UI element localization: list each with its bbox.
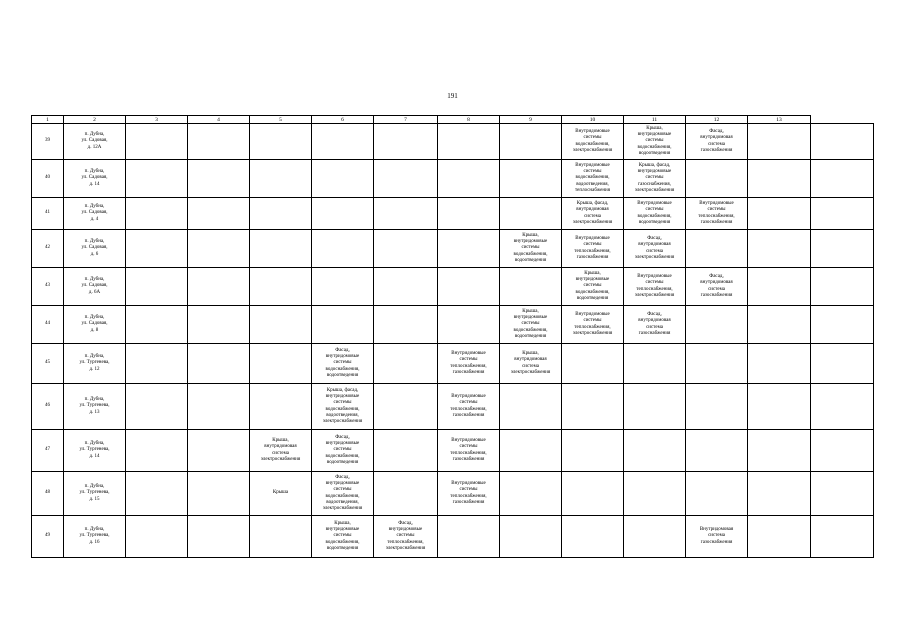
column-header: 11	[624, 116, 686, 124]
cell-text: Фасад, внутридомовые системы теплоснабжения, электроснабжения	[385, 521, 426, 551]
column-header: 7	[374, 116, 438, 124]
row-number: 48	[32, 472, 64, 516]
table-cell	[562, 472, 624, 516]
table-cell	[374, 430, 438, 472]
table-cell	[811, 344, 874, 384]
table-cell	[312, 306, 374, 344]
column-header: 10	[562, 116, 624, 124]
table-cell	[126, 268, 188, 306]
table-cell	[374, 306, 438, 344]
table-cell	[811, 124, 874, 160]
table-cell	[188, 230, 250, 268]
table-cell	[312, 160, 374, 198]
table-cell	[562, 268, 624, 306]
table-cell	[312, 516, 374, 558]
table-row	[32, 124, 874, 160]
table-cell	[126, 430, 188, 472]
table-cell	[126, 306, 188, 344]
cell-text: Крыша, внутридомовая система электроснабжения	[260, 438, 301, 462]
table-cell	[438, 344, 500, 384]
table-body	[32, 124, 874, 558]
table-cell	[562, 230, 624, 268]
address-text: п. Дубна, ул. Тургенева, д. 14	[79, 441, 110, 459]
table-cell	[500, 384, 562, 430]
table-cell	[748, 268, 811, 306]
table-row	[32, 306, 874, 344]
table-cell	[624, 268, 686, 306]
address-cell	[64, 268, 126, 306]
table-cell	[188, 430, 250, 472]
cell-text: Крыша, фасад, внутридомовые системы газоснабжения, электроснабжения	[634, 163, 675, 193]
table-cell	[748, 344, 811, 384]
cell-text: Фасад, внутридомовая система газоснабжения	[700, 129, 733, 153]
table-cell	[126, 384, 188, 430]
table-cell	[811, 230, 874, 268]
table-cell	[374, 198, 438, 230]
table-cell	[748, 306, 811, 344]
row-number: 47	[32, 430, 64, 472]
cell-text: Фасад, внутридомовые системы водоснабжения, водоотведения	[325, 348, 360, 378]
table-cell	[312, 344, 374, 384]
table-cell	[624, 472, 686, 516]
table-cell	[624, 124, 686, 160]
table-cell	[126, 230, 188, 268]
table-cell	[188, 198, 250, 230]
table-cell	[126, 472, 188, 516]
table-cell	[500, 268, 562, 306]
table-cell	[562, 198, 624, 230]
table-cell	[312, 430, 374, 472]
address-text: п. Дубна, ул. Тургенева, д. 15	[79, 484, 110, 502]
table-cell	[374, 384, 438, 430]
cell-text: Внутридомовая система газоснабжения	[699, 527, 734, 545]
table-cell	[250, 124, 312, 160]
table-cell	[438, 430, 500, 472]
table-cell	[374, 472, 438, 516]
cell-text: Крыша, внутридомовые системы водоснабжения, водоотведения	[637, 126, 672, 156]
table-cell	[250, 160, 312, 198]
table-row	[32, 344, 874, 384]
cell-text: Внутридомовые системы теплоснабжения, электроснабжения	[572, 312, 613, 336]
table-cell	[624, 516, 686, 558]
address-text: п. Дубна, ул. Садовая, д. 6А	[81, 277, 108, 295]
cell-text: Крыша, внутридомовые системы водоснабжения, водоотведения	[513, 233, 548, 263]
column-header: 12	[686, 116, 748, 124]
cell-text: Фасад, внутридомовые системы водоснабжения, водоотведения, электроснабжения	[322, 475, 363, 511]
address-cell	[64, 516, 126, 558]
address-cell	[64, 230, 126, 268]
table-row	[32, 472, 874, 516]
cell-text: Внутридомовые системы водоснабжения, электроснабжения	[572, 129, 613, 153]
cell-text: Крыша, фасад, внутридомовые системы водоснабжения, водоотведения, электроснабжения	[322, 388, 363, 424]
cell-text: Фасад, внутридомовая система электроснабжения	[634, 236, 675, 260]
table-cell	[748, 160, 811, 198]
address-cell	[64, 124, 126, 160]
cell-text: Внутридомовые системы теплоснабжения, газоснабжения	[450, 351, 487, 375]
table-cell	[188, 472, 250, 516]
table-cell	[312, 472, 374, 516]
row-number: 39	[32, 124, 64, 160]
column-header: 3	[126, 116, 188, 124]
table-cell	[312, 384, 374, 430]
table-cell	[624, 306, 686, 344]
address-cell	[64, 472, 126, 516]
row-number: 44	[32, 306, 64, 344]
table-cell	[500, 198, 562, 230]
table-cell	[250, 472, 312, 516]
column-header: 6	[312, 116, 374, 124]
table-cell	[126, 124, 188, 160]
table-cell	[562, 516, 624, 558]
table-cell	[811, 516, 874, 558]
table-cell	[500, 306, 562, 344]
cell-text: Крыша, внутридомовые системы водоснабжения, водоотведения	[575, 271, 610, 301]
cell-text: Фасад, внутридомовая система газоснабжения	[700, 274, 733, 298]
address-cell	[64, 160, 126, 198]
table-cell	[126, 344, 188, 384]
table-cell	[686, 384, 748, 430]
table-cell	[312, 268, 374, 306]
table-cell	[686, 230, 748, 268]
table-cell	[250, 344, 312, 384]
table-cell	[748, 230, 811, 268]
address-cell	[64, 384, 126, 430]
table-cell	[374, 268, 438, 306]
table-cell	[686, 516, 748, 558]
table-cell	[686, 124, 748, 160]
table-cell	[126, 198, 188, 230]
table-cell	[624, 384, 686, 430]
row-number: 41	[32, 198, 64, 230]
page-number: 191	[447, 92, 458, 100]
table-cell	[562, 160, 624, 198]
cell-text: Крыша, внутридомовые системы водоснабжения, водоотведения	[325, 521, 360, 551]
table-cell	[438, 472, 500, 516]
table-cell	[312, 230, 374, 268]
table-cell	[188, 516, 250, 558]
address-cell	[64, 344, 126, 384]
table-cell	[312, 198, 374, 230]
row-number: 43	[32, 268, 64, 306]
table-header-row	[32, 116, 874, 124]
address-text: п. Дубна, ул. Тургенева, д. 13	[79, 397, 110, 415]
table-cell	[188, 124, 250, 160]
table-row	[32, 516, 874, 558]
table-cell	[748, 198, 811, 230]
table-cell	[562, 384, 624, 430]
table-cell	[250, 198, 312, 230]
table-cell	[748, 516, 811, 558]
table-cell	[188, 384, 250, 430]
table-cell	[562, 344, 624, 384]
table-cell	[811, 384, 874, 430]
column-header: 9	[500, 116, 562, 124]
row-number: 49	[32, 516, 64, 558]
address-text: п. Дубна, ул. Садовая, д. 4	[81, 204, 108, 222]
table-cell	[748, 430, 811, 472]
table-cell	[624, 430, 686, 472]
cell-text: Внутридомовые системы теплоснабжения, газоснабжения	[450, 438, 487, 462]
table-cell	[500, 160, 562, 198]
table-cell	[686, 160, 748, 198]
address-text: п. Дубна, ул. Садовая, д. 14	[81, 169, 108, 187]
table-cell	[811, 268, 874, 306]
table-cell	[374, 516, 438, 558]
table-row	[32, 230, 874, 268]
table-cell	[748, 384, 811, 430]
address-cell	[64, 306, 126, 344]
table-cell	[188, 306, 250, 344]
table-cell	[500, 430, 562, 472]
table-cell	[624, 344, 686, 384]
table-cell	[748, 472, 811, 516]
table-cell	[624, 160, 686, 198]
table-row	[32, 430, 874, 472]
table-cell	[811, 472, 874, 516]
table-cell	[811, 198, 874, 230]
cell-text: Внутридомовые системы водоснабжения, водоотведения, теплоснабжения	[575, 163, 610, 193]
cell-text: Внутридомовые системы теплоснабжения, электроснабжения	[634, 274, 675, 298]
data-table	[31, 115, 874, 558]
column-header: 8	[438, 116, 500, 124]
column-header: 2	[64, 116, 126, 124]
table-cell	[188, 344, 250, 384]
table-row	[32, 268, 874, 306]
cell-text: Внутридомовые системы теплоснабжения, газоснабжения	[574, 236, 611, 260]
table-cell	[188, 268, 250, 306]
table-row	[32, 198, 874, 230]
column-header: 4	[188, 116, 250, 124]
column-header: 13	[748, 116, 811, 124]
table-cell	[686, 472, 748, 516]
column-header: 1	[32, 116, 64, 124]
row-number: 45	[32, 344, 64, 384]
table-cell	[500, 472, 562, 516]
table-cell	[250, 516, 312, 558]
table-cell	[438, 306, 500, 344]
table-cell	[500, 124, 562, 160]
table-cell	[250, 306, 312, 344]
table-cell	[748, 124, 811, 160]
address-text: п. Дубна, ул. Тургенева, д. 16	[79, 527, 110, 545]
address-text: п. Дубна, ул. Тургенева, д. 12	[79, 354, 110, 372]
cell-text: Крыша, фасад, внутридомовая система электроснабжения	[572, 201, 613, 225]
table-cell	[438, 230, 500, 268]
address-text: п. Дубна, ул. Садовая, д. 12А	[81, 132, 108, 150]
cell-text: Внутридомовые системы теплоснабжения, газоснабжения	[450, 481, 487, 505]
address-cell	[64, 198, 126, 230]
table-row	[32, 160, 874, 198]
table-cell	[438, 268, 500, 306]
table-cell	[438, 516, 500, 558]
cell-text: Крыша	[272, 490, 289, 496]
table-cell	[686, 430, 748, 472]
address-text: п. Дубна, ул. Садовая, д. 8	[81, 315, 108, 333]
table-cell	[686, 268, 748, 306]
table-cell	[438, 384, 500, 430]
table-cell	[686, 306, 748, 344]
table-cell	[562, 306, 624, 344]
cell-text: Внутридомовые системы теплоснабжения, газоснабжения	[450, 394, 487, 418]
table-cell	[374, 124, 438, 160]
table-cell	[686, 344, 748, 384]
table-cell	[624, 230, 686, 268]
cell-text: Фасад, внутридомовые системы водоснабжения, водоотведения	[325, 435, 360, 465]
table-cell	[811, 160, 874, 198]
table-cell	[811, 306, 874, 344]
table-cell	[126, 516, 188, 558]
table-cell	[438, 160, 500, 198]
table-cell	[250, 230, 312, 268]
address-cell	[64, 430, 126, 472]
row-number: 42	[32, 230, 64, 268]
table-row	[32, 384, 874, 430]
table-cell	[374, 160, 438, 198]
table-cell	[250, 268, 312, 306]
row-number: 46	[32, 384, 64, 430]
column-header: 5	[250, 116, 312, 124]
table-cell	[562, 124, 624, 160]
table-cell	[500, 344, 562, 384]
table-cell	[312, 124, 374, 160]
table-cell	[500, 230, 562, 268]
table-cell	[624, 198, 686, 230]
table-cell	[250, 430, 312, 472]
row-number: 40	[32, 160, 64, 198]
cell-text: Крыша, внутридомовая система электроснабжения	[510, 351, 551, 375]
table-cell	[438, 198, 500, 230]
cell-text: Внутридомовые системы водоснабжения, водоотведения	[637, 201, 672, 225]
table-cell	[500, 516, 562, 558]
table-cell	[438, 124, 500, 160]
address-text: п. Дубна, ул. Садовая, д. 6	[81, 239, 108, 257]
cell-text: Внутридомовые системы теплоснабжения, газоснабжения	[698, 201, 735, 225]
cell-text: Крыша, внутридомовые системы водоснабжения, водоотведения	[513, 309, 548, 339]
table-cell	[562, 430, 624, 472]
table-cell	[188, 160, 250, 198]
table-cell	[250, 384, 312, 430]
table-cell	[126, 160, 188, 198]
table-cell	[374, 230, 438, 268]
table-cell	[374, 344, 438, 384]
cell-text: Фасад, внутридомовая система газоснабжения	[638, 312, 671, 336]
table-cell	[686, 198, 748, 230]
table-cell	[811, 430, 874, 472]
